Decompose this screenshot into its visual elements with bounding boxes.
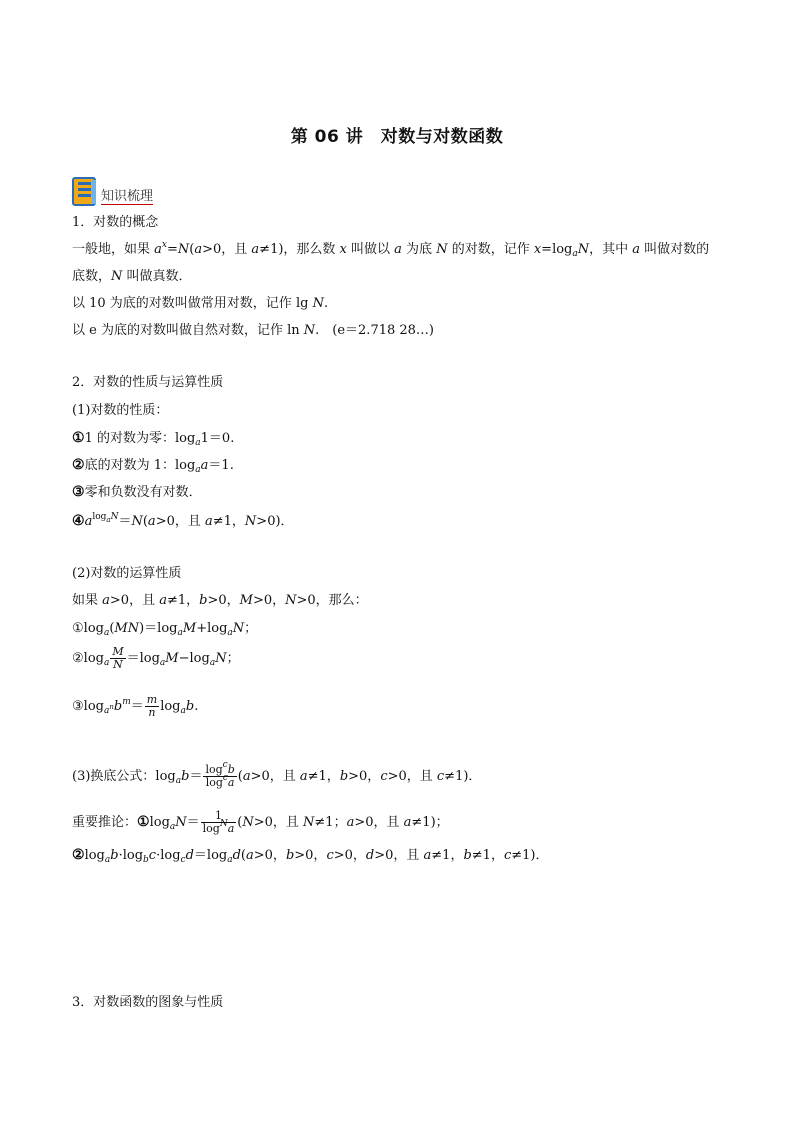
fraction-reciprocal: $\frac{1}{\log^Na}$ — [202, 809, 235, 835]
s1-paragraph-1: 一般地，如果 $a^x=N(a>0$，且 a≠1)，那么数 x 叫做以 a 为底 N 的对数，记作 $x=\log_aN$，其中 a 叫做对数的 — [72, 240, 710, 259]
fraction-m-over-n: $\frac{M}{N}$ — [112, 645, 124, 671]
s2-sub2: (2)对数的运算性质 — [72, 566, 182, 581]
s1-paragraph-2: 底数，N 叫做真数． — [72, 269, 192, 284]
s1-natural-log: 以 e 为底的对数叫做自然对数，记作 ln N. (e＝2.718 28…) — [72, 323, 435, 338]
s2-heading: 2．对数的性质与运算性质 — [72, 375, 224, 390]
operation-1: $①\log_a(MN)=\log_aM+\log_aN$； — [72, 621, 258, 638]
s3-heading: 3．对数函数的图象与性质 — [72, 995, 224, 1010]
badge-label: 知识梳理 — [101, 189, 154, 204]
book-icon — [72, 177, 98, 206]
s1-common-log: 以 10 为底的对数叫做常用对数，记作 lg N. — [72, 296, 329, 311]
s1-heading: 1．对数的概念 — [72, 215, 159, 230]
operation-condition: 如果 a>0，且 a≠1，b>0，M>0，N>0，那么： — [72, 593, 368, 608]
operation-3: $③\log_{a^n}b^m=$ $\frac{m}{n}$ $\log_ab$. — [72, 693, 199, 719]
fraction-m-over-n-2: $\frac{m}{n}$ — [146, 693, 158, 719]
change-of-base: (3)换底公式：$\log_ab=$ $\frac{\log^cb}{\log^ca}$ (a>0，且 a≠1，b>0，c>0，且 c≠1)． — [72, 760, 482, 789]
page-title: 第 06 讲 对数与对数函数 — [290, 127, 504, 147]
property-2: ②底的对数为 1：$\log_aa=1$. — [72, 457, 234, 475]
property-4: $④a^{log_aN}=N(a>0$，且 a≠1，N>0)． — [72, 512, 294, 529]
inference-1: 重要推论：$①\log_aN=$ $\frac{1}{\log^Na}$ (N>0，且 N≠1；a>0，且 a≠1)； — [72, 809, 449, 835]
inference-2: $②\log_ab\cdot\log_bc\cdot\log_cd=\log_ad(a>0$，b>0，c>0，d>0，且 a≠1，b≠1，c≠1)． — [72, 847, 549, 865]
operation-2: $②\log_a$ $\frac{M}{N}$ $=\log_aM-\log_aN$； — [72, 645, 240, 671]
property-3: ③零和负数没有对数． — [72, 484, 202, 500]
s2-sub1: (1)对数的性质： — [72, 403, 169, 418]
fraction-change-of-base: $\frac{\log^cb}{\log^ca}$ — [205, 760, 235, 789]
property-1: ①1 的对数为零：$\log_a1=0$. — [72, 430, 235, 448]
section-badge — [72, 176, 153, 206]
